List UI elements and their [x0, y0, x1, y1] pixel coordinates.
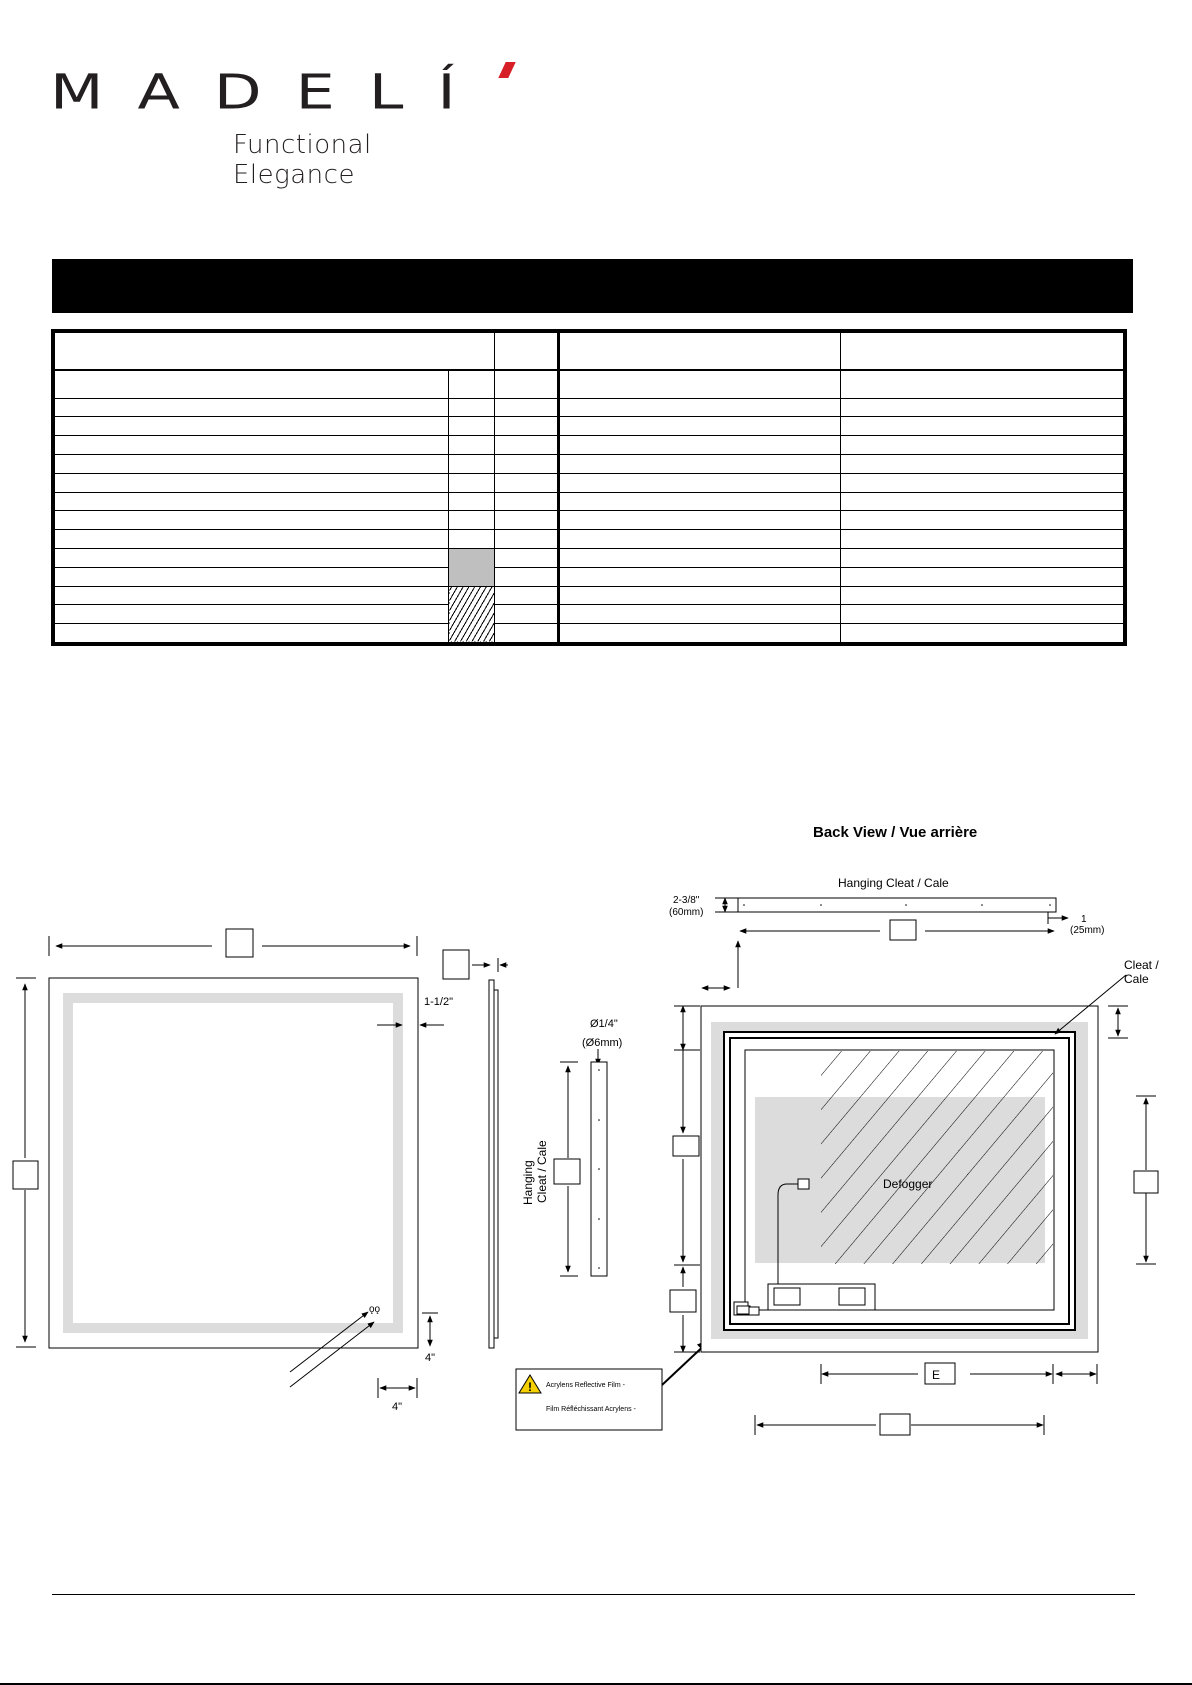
svg-text:!: !: [528, 1380, 532, 1394]
defogger-label: Defogger: [883, 1177, 933, 1191]
cleat-length-dim-box: [890, 920, 916, 940]
cleat-height-label: 2-3/8": [673, 895, 700, 906]
hanging-cleat: [738, 898, 1056, 912]
cleat-depth-mm-label: (25mm): [1070, 925, 1105, 936]
back-view-title: Back View / Vue arrière: [813, 824, 978, 841]
vertical-dim-box-upper: [673, 1136, 699, 1156]
cleat-callout-line2: Cale: [1124, 972, 1149, 986]
hole-diameter-mm-label: (Ø6mm): [582, 1037, 623, 1049]
cleat-top-label: Hanging Cleat / Cale: [838, 876, 949, 890]
corner-vertical-label: 4": [425, 1352, 436, 1364]
bottom-width-dim-box: [880, 1414, 910, 1435]
cleat-callout-line1: Cleat /: [1124, 958, 1159, 972]
cleat-depth-label: 1: [1081, 914, 1087, 925]
cleat-label-line2: Cleat / Cale: [535, 1140, 549, 1203]
width-dim-box: [226, 929, 253, 957]
cleat-detail: [521, 1018, 622, 1276]
touch-switch-icon: ǫǫ: [369, 1304, 381, 1315]
height-dim-box: [13, 1161, 38, 1189]
right-vertical-dim-box: [1134, 1171, 1158, 1193]
cleat-height-mm-label: (60mm): [669, 907, 704, 918]
side-view: [443, 950, 508, 1348]
front-view: [13, 929, 453, 1413]
back-view: [669, 824, 1159, 1435]
warning-label: [516, 1340, 710, 1430]
vertical-dim-box-lower: [670, 1290, 696, 1312]
brand-name: MADELÍ: [50, 63, 490, 121]
depth-dim-box: [443, 950, 469, 979]
warning-line1: Acrylens Reflective Film -: [546, 1382, 625, 1389]
dim-e-label: E: [932, 1368, 941, 1382]
cleat-length-dim-box: [554, 1159, 580, 1184]
warning-line2: Film Réfléchissant Acrylens -: [546, 1406, 636, 1413]
corner-horizontal-label: 4": [392, 1401, 403, 1413]
footer-rule: [52, 1594, 1135, 1595]
defogger-zone: [821, 1051, 1053, 1264]
edge-inset-label: 1-1/2": [424, 996, 453, 1008]
brand-tagline: Functional Elegance: [233, 130, 372, 190]
connector-box: [798, 1179, 809, 1189]
cleat-label-line1: Hanging: [521, 1160, 535, 1205]
mirror-outline: [49, 978, 418, 1348]
hole-diameter-label: Ø1/4": [590, 1018, 618, 1030]
mirror-side-profile: [489, 980, 494, 1348]
